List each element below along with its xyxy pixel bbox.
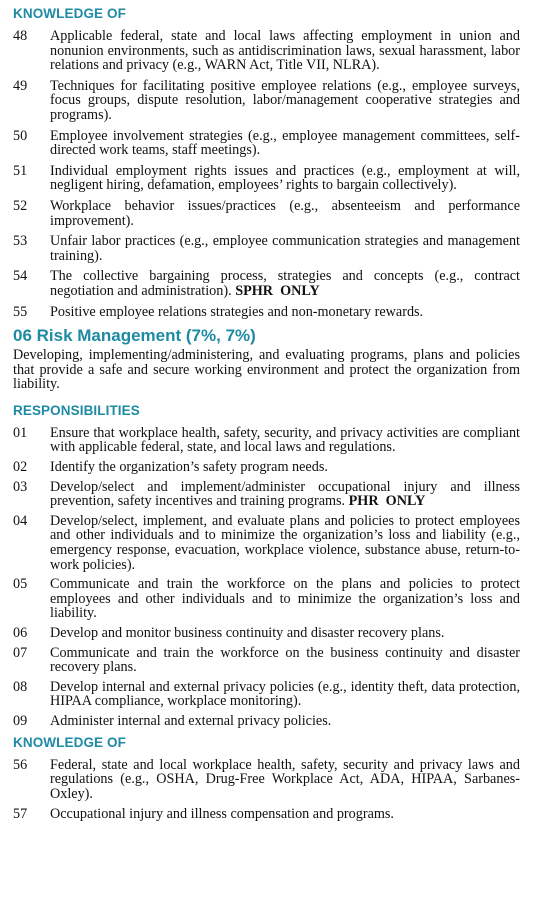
responsibilities-list — [13, 426, 520, 729]
item-number: 05 — [13, 576, 28, 593]
list-item — [13, 426, 520, 455]
list-item — [13, 29, 520, 73]
item-text-content: Individual employment rights issues and practices (e.g., employment at will, negligent hiring, defamation, employees’ rights to bargain collectively). — [50, 162, 520, 194]
list-item — [13, 460, 520, 475]
item-text-content: Administer internal and external privacy policies. — [50, 712, 332, 729]
responsibilities-heading: RESPONSIBILITIES — [13, 402, 140, 418]
item-text — [50, 305, 520, 320]
item-text — [50, 626, 520, 641]
item-number: 04 — [13, 512, 28, 529]
item-text-content: Positive employee relations strategies and non-monetary rewards. — [50, 303, 424, 320]
item-text — [50, 29, 520, 73]
item-text — [50, 758, 520, 802]
item-text — [50, 426, 520, 455]
item-text-content: Develop/select and implement/administer occupational injury and illness prevention, safety incentives and training programs. — [50, 478, 520, 510]
item-number: 48 — [13, 28, 28, 44]
list-item — [13, 269, 520, 298]
item-text-content: Occupational injury and illness compensation and programs. — [50, 806, 394, 823]
item-text — [50, 460, 520, 475]
item-text — [50, 234, 520, 263]
section-description: Developing, implementing/administering, and evaluating programs, plans and policies that provide a safe and secure working environment and protect the organization from liability. — [13, 347, 520, 393]
list-item — [13, 577, 520, 621]
list-item — [13, 626, 520, 641]
item-number: 53 — [13, 233, 28, 250]
list-item — [13, 79, 520, 123]
list-item — [13, 234, 520, 263]
item-number: 54 — [13, 268, 28, 285]
item-text — [50, 714, 520, 729]
item-number: 55 — [13, 303, 28, 320]
item-text-content: Develop internal and external privacy policies (e.g., identity theft, data protection, HIPAA compliance, workplace monitoring). — [50, 678, 520, 710]
list-item — [13, 305, 520, 320]
item-number: 07 — [13, 644, 28, 661]
exam-tag: PHR ONLY — [348, 493, 426, 510]
item-number: 49 — [13, 77, 28, 94]
list-item — [13, 514, 520, 572]
knowledge-heading-1: KNOWLEDGE OF — [13, 6, 126, 21]
item-number: 51 — [13, 162, 28, 179]
item-number: 03 — [13, 478, 28, 495]
item-number: 08 — [13, 678, 28, 695]
item-text-content: Ensure that workplace health, safety, security, and privacy activities are compliant with applicable federal, state, and local laws and regulations. — [50, 424, 520, 456]
list-item — [13, 758, 520, 802]
item-text-content: Unfair labor practices (e.g., employee communication strategies and management training). — [50, 233, 520, 264]
item-text — [50, 514, 520, 572]
item-text-content: The collective bargaining process, strategies and concepts (e.g., contract negotiation and administration). — [50, 268, 520, 299]
item-number: 52 — [13, 197, 28, 214]
item-text — [50, 680, 520, 709]
item-number: 02 — [13, 459, 28, 476]
item-text-content: Applicable federal, state and local laws affecting employment in union and nonunion environments, such as antidiscrimination laws, sexual harassment, labor relations and privacy (e.g., WARN Act, Title VII, NLRA). — [50, 28, 520, 74]
list-item — [13, 480, 520, 509]
item-number: 09 — [13, 712, 28, 729]
item-text — [50, 807, 520, 822]
item-text-content: Communicate and train the workforce on the business continuity and disaster recovery plans. — [50, 644, 520, 676]
item-text-content: Develop/select, implement, and evaluate plans and policies to protect employees and other individuals and to minimize the organization’s loss and liability (e.g., emergency response, evacuation, workplace violence, substance abuse, return-to-work policies). — [50, 512, 520, 573]
item-text-content: Develop and monitor business continuity and disaster recovery plans. — [50, 625, 445, 641]
item-text — [50, 480, 520, 509]
item-number: 56 — [13, 756, 28, 773]
item-number: 50 — [13, 127, 28, 144]
item-number: 06 — [13, 625, 28, 641]
item-text-content: Workplace behavior issues/practices (e.g., absenteeism and performance improvement). — [50, 197, 520, 229]
item-text — [50, 269, 520, 298]
item-text-content: Federal, state and local workplace health, safety, security and privacy laws and regulations (e.g., OSHA, Drug-Free Workplace Act, ADA, HIPAA, Sarbanes-Oxley). — [50, 756, 520, 802]
knowledge-list-2 — [13, 758, 520, 822]
item-text — [50, 577, 520, 621]
list-item — [13, 199, 520, 228]
knowledge-heading-2: KNOWLEDGE OF — [13, 734, 126, 750]
item-text-content: Employee involvement strategies (e.g., employee management committees, self-directed work teams, staff meetings). — [50, 127, 520, 159]
item-text-content: Techniques for facilitating positive employee relations (e.g., employee surveys, focus groups, dispute resolution, labor/management cooperative strategies and programs). — [50, 77, 520, 123]
list-item — [13, 646, 520, 675]
item-text — [50, 199, 520, 228]
item-text — [50, 646, 520, 675]
list-item — [13, 807, 520, 822]
item-text-content: Communicate and train the workforce on the plans and policies to protect employees and other individuals and to minimize the organization’s loss and liability. — [50, 576, 520, 622]
item-text — [50, 164, 520, 193]
section-title: 06 Risk Management (7%, 7%) — [13, 326, 256, 346]
list-item — [13, 714, 520, 729]
item-number: 01 — [13, 424, 28, 441]
exam-tag: SPHR ONLY — [235, 282, 320, 299]
list-item — [13, 164, 520, 193]
list-item — [13, 680, 520, 709]
item-text — [50, 129, 520, 158]
knowledge-list-1 — [13, 29, 520, 319]
item-text — [50, 79, 520, 123]
item-number: 57 — [13, 806, 28, 823]
list-item — [13, 129, 520, 158]
item-text-content: Identify the organization’s safety program needs. — [50, 459, 328, 476]
